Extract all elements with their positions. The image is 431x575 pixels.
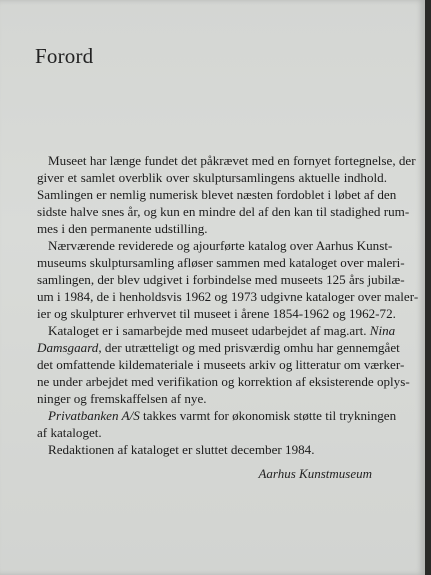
italic-name: Damsgaard	[37, 340, 99, 355]
text-line: af kataloget.	[37, 425, 102, 440]
text-line	[37, 322, 396, 339]
text-run: Kataloget er i samarbejde med museet udarbejdet af mag.art.	[48, 323, 370, 338]
text-line: giver et samlet overblik over skulptursamlingens aktuelle indhold.	[37, 170, 387, 185]
text-line: Museet har længe fundet det påkrævet med en fornyet fortegnelse, der	[48, 153, 416, 168]
text-line: Samlingen er nemlig numerisk blevet næsten fordoblet i løbet af den	[37, 187, 397, 202]
text-line: museums skulptursamling afløser sammen med kataloget over maleri-	[37, 255, 405, 270]
italic-name: Nina	[369, 323, 396, 338]
text-line: Redaktionen af kataloget er sluttet december 1984.	[48, 442, 315, 457]
text-line: ier og skulpturer erhvervet til museet i årene 1854-1962 og 1962-72.	[37, 306, 396, 321]
text-line: ninger og fremskaffelsen af nye.	[37, 391, 207, 406]
text-line	[37, 339, 400, 356]
italic-company: Privatbanken A/S	[48, 408, 140, 423]
text-line: sidste halve snes år, og kun en mindre del af den kan til stadighed rum-	[37, 204, 410, 219]
page-title: Forord	[35, 44, 94, 68]
foreword-body	[37, 152, 419, 458]
signature: Aarhus Kunstmuseum	[258, 466, 372, 481]
text-line: Nærværende reviderede og ajourførte katalog over Aarhus Kunst-	[48, 238, 393, 253]
text-line	[37, 407, 397, 424]
text-line: samlingen, der blev udgivet i forbindelse med museets 125 års jubilæ-	[37, 272, 405, 287]
paragraph-1	[37, 152, 416, 237]
text-line: mes i den permanente udstilling.	[37, 221, 208, 236]
text-line: det omfattende kildemateriale i museets arkiv og litteratur om værker-	[37, 357, 405, 372]
text-run: , der utrætteligt og med prisværdig omhu har gennemgået	[98, 340, 400, 355]
text-run: takkes varmt for økonomisk støtte til trykningen	[139, 408, 397, 423]
text-line: ne under arbejdet med verifikation og korrektion af eksisterende oplys-	[37, 374, 410, 389]
paragraph-5	[37, 441, 387, 458]
paragraph-4	[37, 407, 397, 441]
paragraph-3	[37, 322, 410, 407]
text-line: um i 1984, de i henholdsvis 1962 og 1973 udgivne kataloger over maler-	[37, 289, 419, 304]
paragraph-2	[37, 237, 419, 322]
